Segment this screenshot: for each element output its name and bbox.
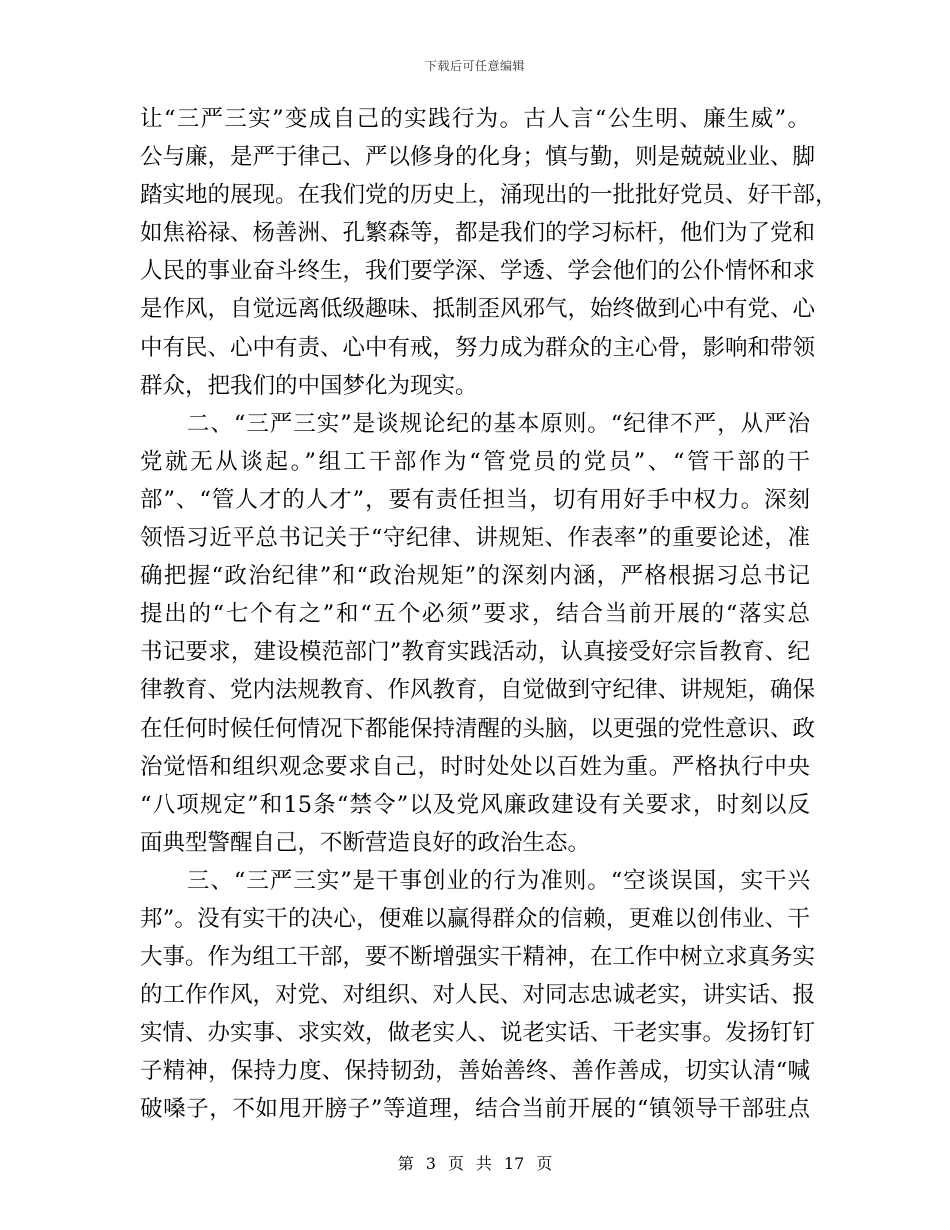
text-line: 实情、办实事、求实效，做老实人、说老实话、干老实事。发扬钉钉: [140, 1020, 816, 1047]
text-line: 面典型警醒自己，不断营造良好的政治生态。: [140, 829, 591, 856]
text-line: 人民的事业奋斗终生，我们要学深、学透、学会他们的公仆情怀和求: [140, 258, 816, 285]
text-line: 中有民、心中有责、心中有戒，努力成为群众的主心骨，影响和带领: [140, 334, 816, 361]
text-line: 踏实地的展现。在我们党的历史上，涌现出的一批批好党员、好干部，: [140, 182, 838, 209]
text-line: 领悟习近平总书记关于“守纪律、讲规矩、作表率”的重要论述，准: [140, 525, 810, 552]
text-line: 邦”。没有实干的决心，便难以赢得群众的信赖，更难以创伟业、干: [140, 905, 810, 932]
text-line: 群众，把我们的中国梦化为现实。: [140, 372, 478, 399]
text-line: 确把握“政治纪律”和“政治规矩”的深刻内涵，严格根据习总书记: [140, 563, 810, 590]
footer-prefix: 第: [397, 1154, 414, 1173]
footer-suffix: 页: [536, 1154, 553, 1173]
text-line: 三、“三严三实”是干事创业的行为准则。“空谈误国，实干兴: [140, 867, 810, 894]
text-line: 大事。作为组工干部，要不断增强实干精神，在工作中树立求真务实: [140, 944, 816, 971]
text-line: 让“三严三实”变成自己的实践行为。古人言“公生明、廉生威”。: [140, 106, 810, 132]
body-text: [140, 100, 838, 1129]
text-line: 的工作作风，对党、对组织、对人民、对同志忠诚老实，讲实话、报: [140, 982, 816, 1009]
text-line: 子精神，保持力度、保持韧劲，善始善终、善作善成，切实认清“喊: [140, 1058, 810, 1085]
page-footer: [0, 1151, 950, 1174]
text-line: 律教育、党内法规教育、作风教育，自觉做到守纪律、讲规矩，确保: [140, 677, 816, 704]
current-page-number: 3: [425, 1154, 436, 1173]
text-line: 提出的“七个有之”和“五个必须”要求，结合当前开展的“落实总: [140, 601, 810, 628]
text-line: 部”、“管人才的人才”，要有责任担当，切有用好手中权力。深刻: [140, 486, 810, 513]
text-line: 党就无从谈起。”组工干部作为“管党员的党员”、“管干部的干: [140, 448, 810, 475]
text-line: 公与廉，是严于律己、严以修身的化身；慎与勤，则是兢兢业业、脚: [140, 144, 816, 171]
text-line: 治觉悟和组织观念要求自己，时时处处以百姓为重。严格执行中央: [140, 753, 810, 780]
text-line: 如焦裕禄、杨善洲、孔繁森等，都是我们的学习标杆，他们为了党和: [140, 220, 816, 247]
text-line: 在任何时候任何情况下都能保持清醒的头脑，以更强的党性意识、政: [140, 715, 816, 742]
text-line: “八项规定”和15条“禁令”以及党风廉政建设有关要求，时刻以反: [140, 791, 810, 818]
page-header-note: 下载后可任意编辑: [424, 59, 525, 73]
total-pages-number: 17: [503, 1154, 525, 1173]
text-line: 书记要求，建设模范部门”教育实践活动，认真接受好宗旨教育、纪: [140, 639, 810, 666]
footer-of-label: 共: [475, 1154, 492, 1173]
text-line: 破嗓子，不如甩开膀子”等道理，结合当前开展的“镇领导干部驻点: [140, 1096, 810, 1123]
footer-page-label: 页: [447, 1154, 464, 1173]
text-line: 二、“三严三实”是谈规论纪的基本原则。“纪律不严，从严治: [140, 410, 810, 437]
text-line: 是作风，自觉远离低级趣味、抵制歪风邪气，始终做到心中有党、心: [140, 296, 816, 323]
